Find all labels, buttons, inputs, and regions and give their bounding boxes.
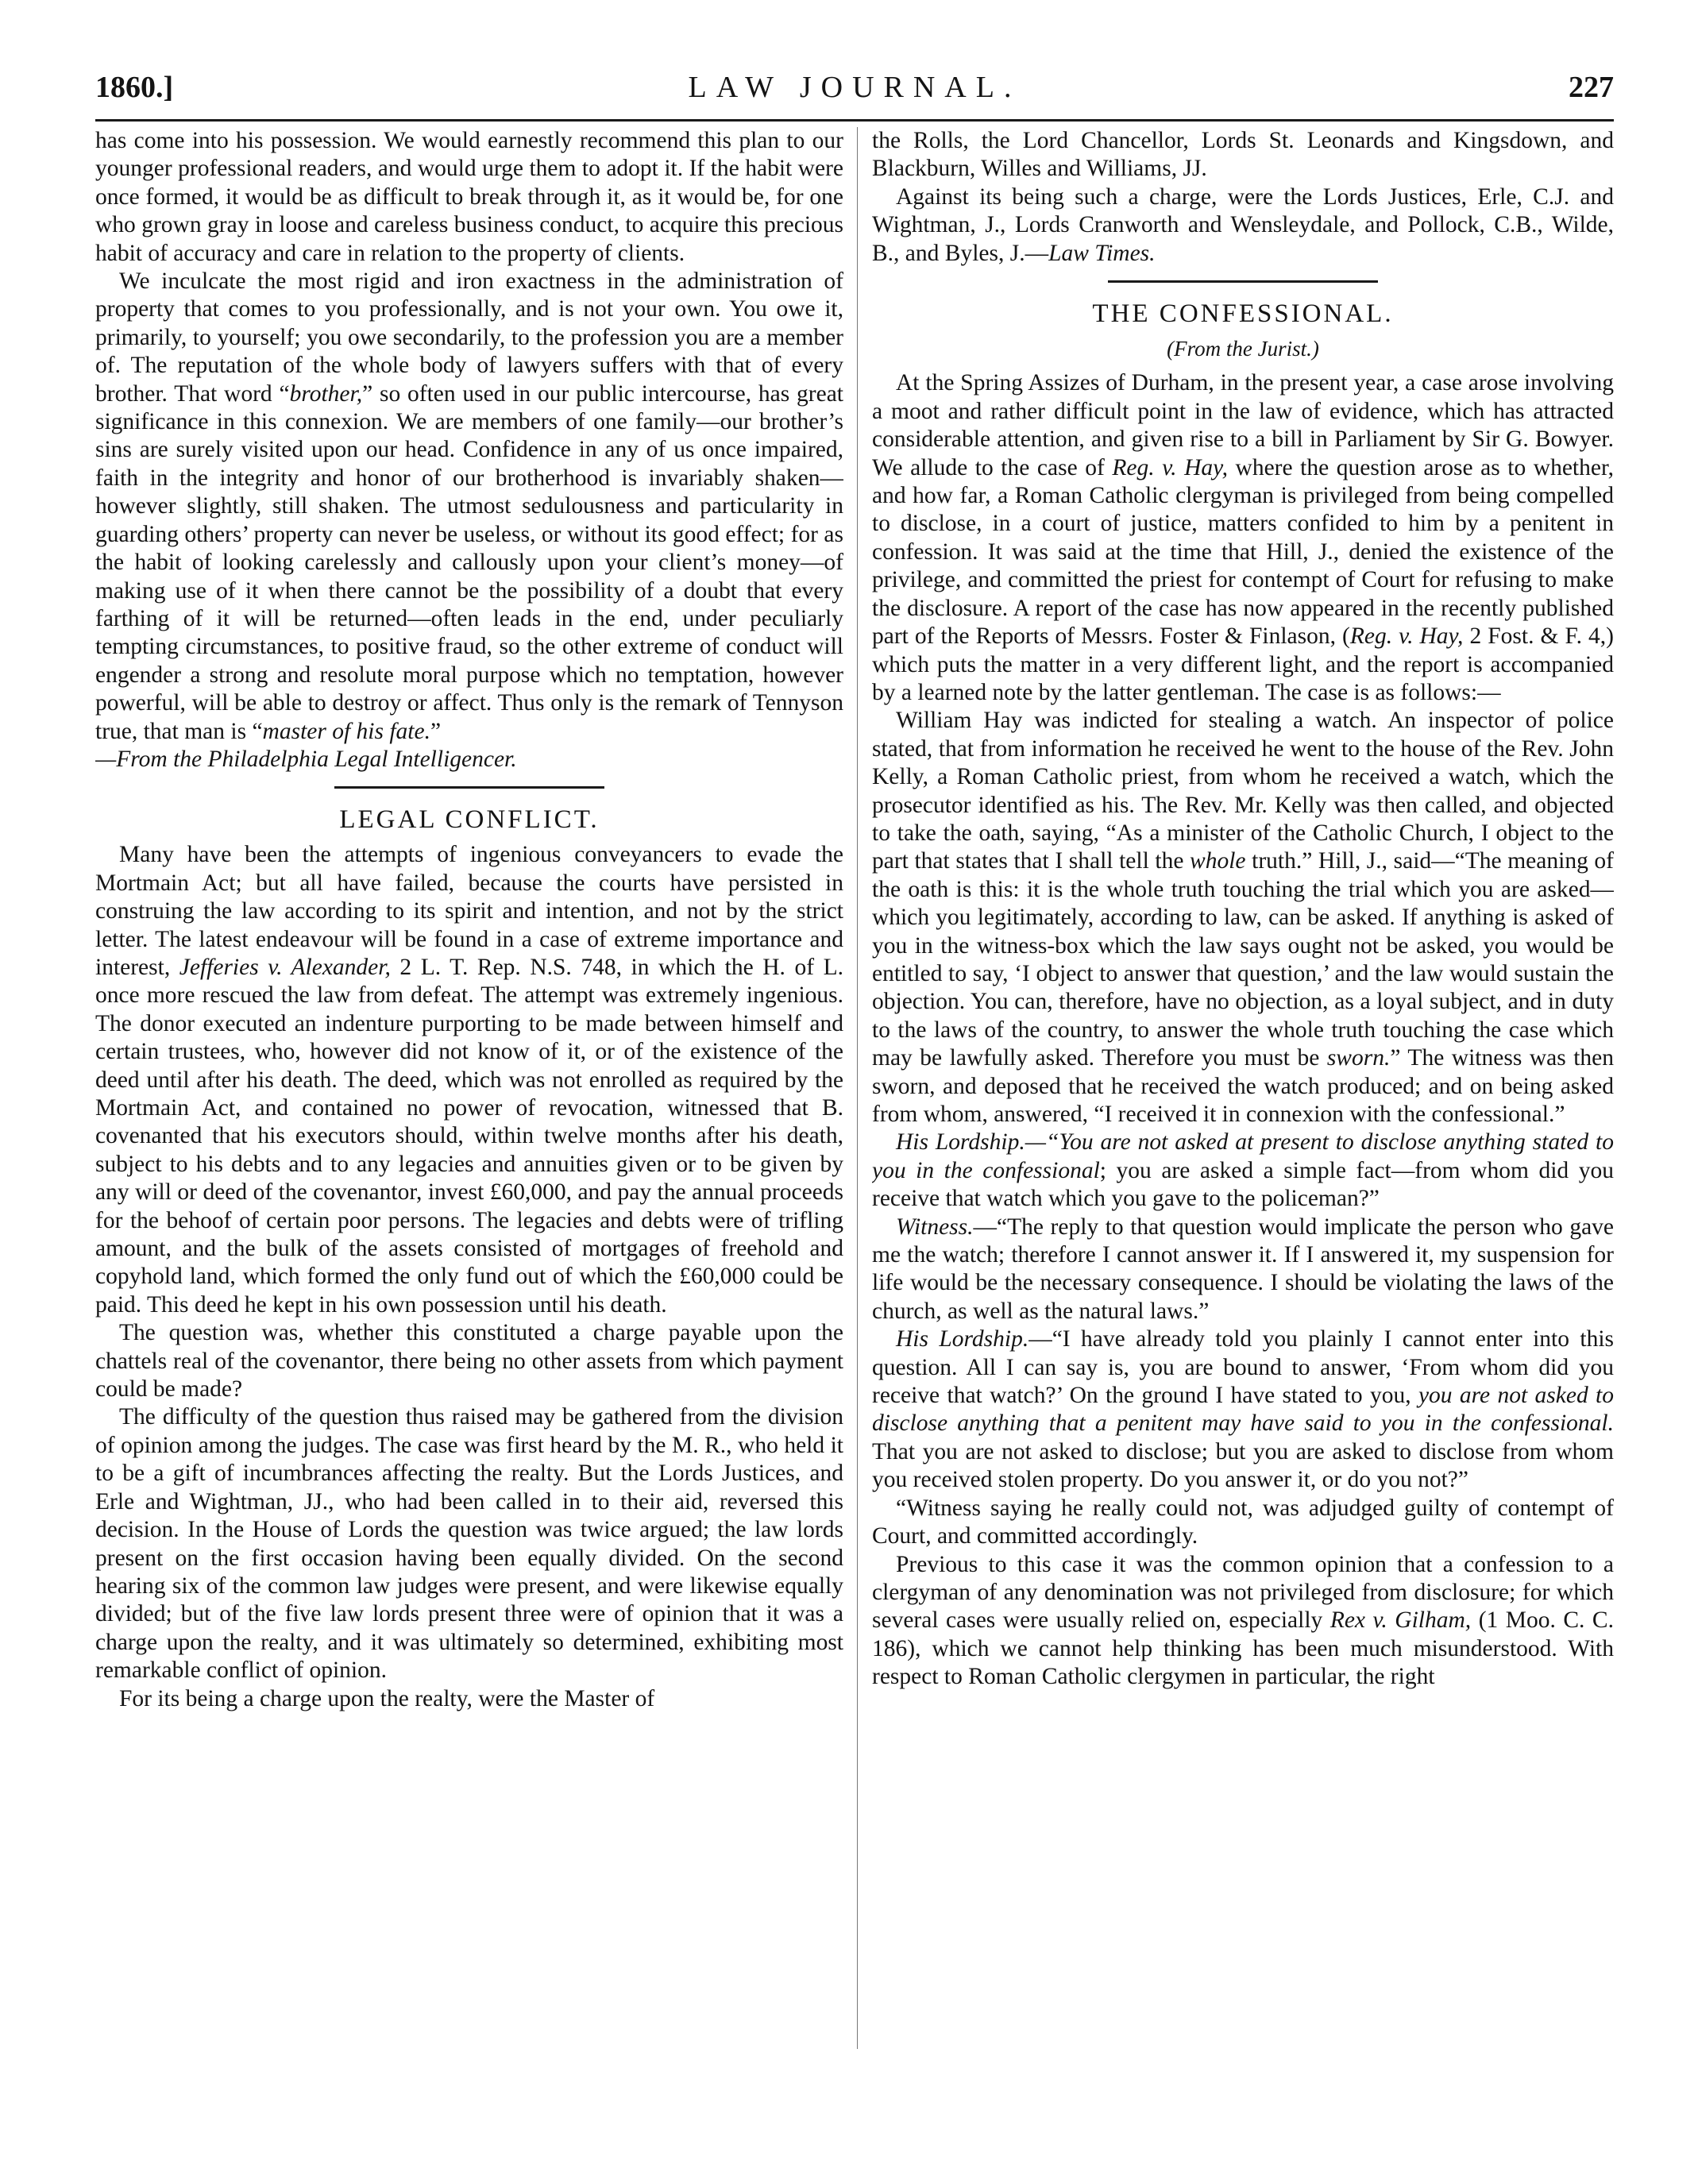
paragraph: At the Spring Assizes of Durham, in the present year, a case arose involving a moot and rather difficult point in the law of evidence, which has attracted considerable attention, and given rise to a bill in Parliament by Sir G. Bowyer. We allude to the case of Reg. v. Hay, where the question arose as to whether, and how far, a Roman Catholic clergyman is privileged from being compelled to disclose, in a court of justice, matters confided to him by a penitent in confession. It was said at the time that Hill, J., denied the existence of the privilege, and committed the priest for contempt of Court for refusing to make the disclosure. A report of the case has now appeared in the recently published part of the Reports of Messrs. Foster & Finlason, (Reg. v. Hay, 2 Fost. & F. 4,) which puts the matter in a very different light, and the report is accompanied by a learned note by the latter gentleman. The case is as follows:— — [872, 370, 1614, 705]
paragraph: Against its being such a charge, were the Lords Justices, Erle, C.J. and Wightman, J., Lords Cranworth and Wensleydale, and Pollock, C.B., Wilde, B., and Byles, J.—Law Times. — [872, 183, 1614, 266]
paragraph: The question was, whether this constituted a charge payable upon the chattels real of the covenantor, there being no other assets from which payment could be made? — [95, 1320, 843, 1403]
header-rule — [95, 119, 1614, 122]
section-rule — [334, 786, 604, 789]
paragraph: Previous to this case it was the common opinion that a confession to a clergyman of any denomination was not privileged from disclosure; for which several cases were usually relied on, especially Rex v. Gilham, (1 Moo. C. C. 186), which we cannot help thinking has been much misunderstood. With respect to Roman Catholic clergymen in particular, the right — [872, 1551, 1614, 1690]
left-column — [95, 127, 843, 2049]
page-number: 227 — [1569, 71, 1614, 104]
paragraph: We inculcate the most rigid and iron exactness in the administration of property that comes to you professionally, and is not your own. You owe it, primarily, to yourself; you owe secondarily, to the profession you are a member of. The reputation of the whole body of lawyers suffers with that of every brother. That word “brother,” so often used in our public intercourse, has great significance in this connexion. We are members of one family—our brother’s sins are surely visited upon our head. Confidence in any of us once impaired, faith in the integrity and honor of our brotherhood is invariably shaken—however slightly, still shaken. The utmost sedulousness and particularity in guarding others’ property can never be useless, or without its good effect; for as the habit of looking carelessly and callously upon your client’s money—of making use of it when there cannot be the possibility of a doubt that every farthing of it will be returned—often leads in the end, under peculiarly tempting circumstances, to positive fraud, so the other extreme of conduct will engender a strong and resolute moral purpose which no temptation, however powerful, will be able to destroy or affect. Thus only is the remark of Tennyson true, that man is “master of his fate.” — [95, 268, 843, 744]
article-credit: —From the Philadelphia Legal Intelligencer. — [95, 746, 517, 772]
paragraph: Many have been the attempts of ingenious conveyancers to evade the Mortmain Act; but all have failed, because the courts have persisted in construing the law according to its spirit and intention, and not by the strict letter. The latest endeavour will be found in a case of extreme importance and interest, Jefferies v. Alexander, 2 L. T. Rep. N.S. 748, in which the H. of L. once more rescued the law from defeat. The attempt was extremely ingenious. The donor executed an indenture purporting to be made between himself and certain trustees, who, however did not know of it, or of the existence of the deed until after his death. The deed, which was not enrolled as required by the Mortmain Act, and contained no power of revocation, witnessed that B. covenanted that his executors should, within twelve months after his death, subject to his debts and to any legacies and annuities given or to be given by any will or deed of the covenantor, invest £60,000, and pay the annual proceeds for the behoof of certain poor persons. The legacies and debts were of trifling amount, and the bulk of the assets consisted of mortgages of freehold and copyhold land, which formed the only fund out of which the £60,000 could be paid. This deed he kept in his own possession until his death. — [95, 842, 843, 1318]
paragraph: His Lordship.—“You are not asked at present to disclose anything stated to you in the confessional; you are asked a simple fact—from whom did you receive that watch which you gave to the policeman?” — [872, 1129, 1614, 1212]
heading-confessional: THE CONFESSIONAL. — [1092, 299, 1394, 329]
right-column — [872, 127, 1614, 2049]
paragraph: has come into his possession. We would earnestly recommend this plan to our younger professional readers, and would urge them to adopt it. If the habit were once formed, it would be as difficult to break through it, as it would be, for one who grown gray in loose and careless business conduct, to acquire this precious habit of accuracy and care in relation to the property of clients. — [95, 128, 843, 266]
article-source: (From the Jurist.) — [1167, 337, 1319, 361]
journal-title: LAW JOURNAL. — [688, 71, 1021, 104]
header-year: 1860.] — [95, 71, 174, 104]
paragraph: Witness.—“The reply to that question would implicate the person who gave me the watch; therefore I cannot answer it. If I answered it, my suspension for life would be the necessary consequence. I should be violating the laws of the church, as well as the natural laws.” — [872, 1214, 1614, 1324]
paragraph: “Witness saying he really could not, was adjudged guilty of contempt of Court, and committed accordingly. — [872, 1495, 1614, 1549]
paragraph: The difficulty of the question thus raised may be gathered from the division of opinion among the judges. The case was first heard by the M. R., who held it to be a gift of incumbrances affecting the realty. But the Lords Justices, and Erle and Wightman, JJ., who had been called in to their aid, reversed this decision. In the House of Lords the question was twice argued; the law lords present on the first occasion having been equally divided. On the second hearing six of the common law judges were present, and were likewise equally divided; but of the five law lords present three were of opinion that it was a charge upon the realty, and it was ultimately so determined, exhibiting most remarkable conflict of opinion. — [95, 1404, 843, 1684]
heading-legal-conflict: LEGAL CONFLICT. — [339, 805, 600, 835]
column-divider — [857, 127, 858, 2049]
paragraph: William Hay was indicted for stealing a watch. An inspector of police stated, that from information he received he went to the house of the Rev. John Kelly, a Roman Catholic priest, from whom he received a watch, which the prosecutor identified as his. The Rev. Mr. Kelly was then called, and objected to take the oath, saying, “As a minister of the Catholic Church, I object to the part that states that I shall tell the whole truth.” Hill, J., said—“The meaning of the oath is this: it is the whole truth touching the trial which you are asked—which you legitimately, according to law, can be asked. If anything is asked of you in the witness-box which the law says ought not be asked, you would be entitled to say, ‘I object to answer that question,’ and the law would sustain the objection. You can, therefore, have no objection, as a loyal subject, and in duty to the laws of the country, to answer the whole truth touching the case which may be lawfully asked. Therefore you must be sworn.” The witness was then sworn, and deposed that he received the watch produced; and on being asked from whom, answered, “I received it in connexion with the confessional.” — [872, 708, 1614, 1127]
paragraph: the Rolls, the Lord Chancellor, Lords St. Leonards and Kingsdown, and Blackburn, Willes and Williams, JJ. — [872, 128, 1614, 182]
section-rule — [1108, 280, 1378, 283]
paragraph: His Lordship.—“I have already told you plainly I cannot enter into this question. All I can say is, you are bound to answer, ‘From whom did you receive that watch?’ On the ground I have stated to you, you are not asked to disclose anything that a penitent may have said to you in the confessional. That you are not asked to disclose; but you are asked to disclose from whom you received stolen property. Do you answer it, or do you not?” — [872, 1326, 1614, 1493]
running-header — [95, 70, 1614, 118]
paragraph: For its being a charge upon the realty, were the Master of — [119, 1685, 655, 1711]
